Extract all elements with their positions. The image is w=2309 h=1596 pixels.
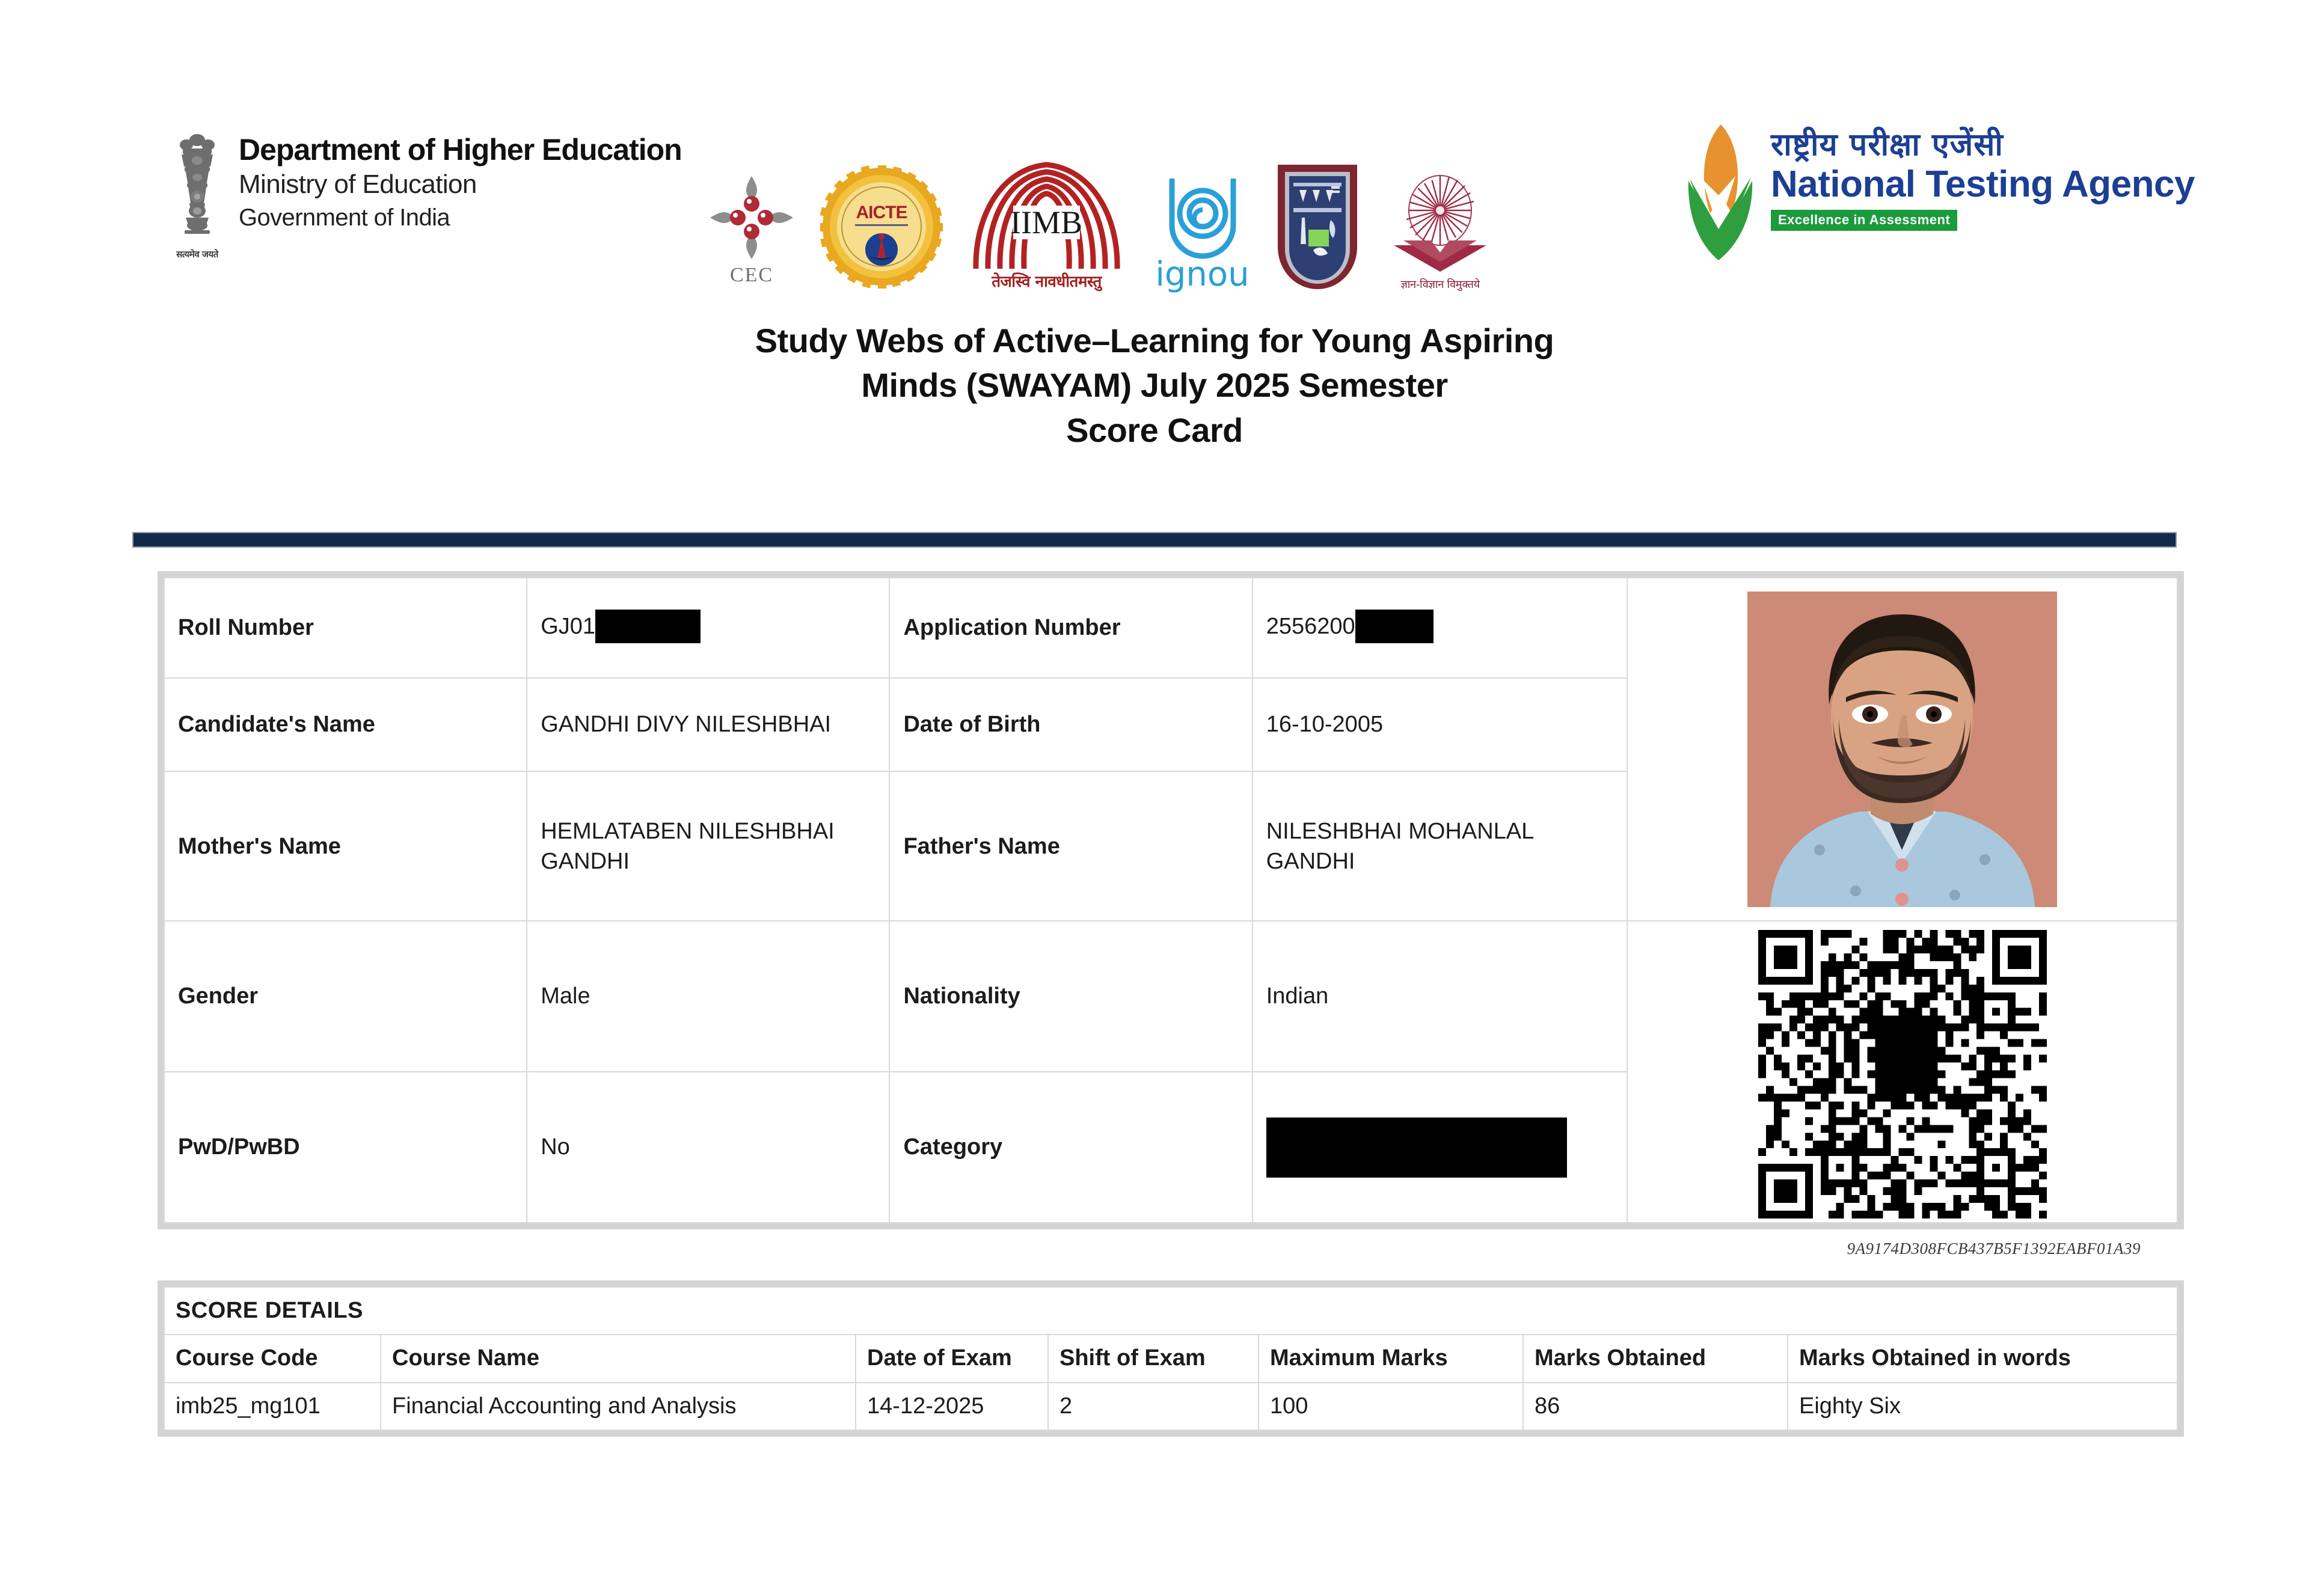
candidate-photo-cell	[1627, 578, 2177, 921]
column-header-shift-of-exam: Shift of Exam	[1048, 1335, 1259, 1382]
ignou-logo	[1150, 170, 1255, 292]
cell-marks-in-words: Eighty Six	[1788, 1383, 2177, 1430]
candidate-name-label: Candidate's Name	[164, 678, 527, 772]
header-logo-strip	[0, 117, 2309, 301]
column-header-marks-in-words: Marks Obtained in words	[1788, 1335, 2177, 1382]
partner-logos	[704, 117, 1500, 292]
candidate-photo	[1747, 592, 2057, 907]
nta-english-title: National Testing Agency	[1770, 164, 2195, 206]
cec-logo-label: CEC	[729, 264, 774, 286]
title-line-2: Minds (SWAYAM) July 2025 Semester	[861, 366, 1448, 405]
qr-code-cell	[1627, 921, 2177, 1223]
table-row	[164, 1383, 2177, 1430]
column-header-course-name: Course Name	[381, 1335, 856, 1382]
page-title	[0, 319, 2309, 453]
nationality-label: Nationality	[889, 921, 1252, 1072]
cell-date-of-exam: 14-12-2025	[856, 1383, 1048, 1430]
roll-number-label: Roll Number	[164, 578, 527, 678]
university-crest-logo	[1275, 162, 1360, 292]
father-name-label: Father's Name	[889, 771, 1252, 921]
date-of-birth-label: Date of Birth	[889, 678, 1252, 772]
verification-hash: 9A9174D308FCB437B5F1392EABF01A39	[1847, 1240, 2141, 1258]
dept-line-3: Government of India	[239, 204, 450, 231]
candidate-name-value: GANDHI DIVY NILESHBHAI	[527, 678, 889, 772]
table-row	[164, 578, 2177, 678]
score-details-table	[158, 1280, 2184, 1437]
title-line-3: Score Card	[1066, 411, 1243, 449]
ignou-logo-label: ignou	[1155, 255, 1250, 294]
application-number-text: 2556200	[1266, 614, 1355, 640]
title-line-1: Study Webs of Active–Learning for Young Aspiring	[755, 322, 1554, 359]
redaction-bar	[595, 610, 701, 643]
ashoka-emblem-icon	[171, 129, 223, 268]
dept-line-2: Ministry of Education	[239, 170, 477, 199]
department-of-higher-education-logo	[171, 129, 682, 268]
cell-course-name: Financial Accounting and Analysis	[381, 1383, 856, 1430]
verification-hash-row	[1550, 1240, 2151, 1258]
score-header-row	[164, 1335, 2177, 1382]
pwd-label: PwD/PwBD	[164, 1072, 527, 1223]
candidate-details-table	[158, 571, 2184, 1229]
svg-text:IIMB: IIMB	[1010, 204, 1082, 240]
gender-label: Gender	[164, 921, 527, 1072]
date-of-birth-value: 16-10-2005	[1253, 678, 1627, 772]
dept-line-1: Department of Higher Education	[239, 133, 682, 167]
score-details-heading: SCORE DETAILS	[164, 1287, 2177, 1335]
svg-text:AICTE: AICTE	[856, 203, 907, 222]
column-header-marks-obtained: Marks Obtained	[1523, 1335, 1788, 1382]
redaction-bar	[1355, 610, 1434, 643]
nationality-value: Indian	[1253, 921, 1627, 1072]
application-number-value	[1253, 578, 1627, 678]
qr-code	[1758, 930, 2047, 1218]
pwd-value: No	[527, 1072, 889, 1223]
roll-number-value	[527, 578, 889, 678]
ugc-logo	[1380, 173, 1500, 292]
category-value	[1253, 1072, 1627, 1223]
mother-name-value: HEMLATABEN NILESHBHAI GANDHI	[527, 771, 889, 921]
mother-name-label: Mother's Name	[164, 771, 527, 921]
gender-value: Male	[527, 921, 889, 1072]
cell-shift-of-exam: 2	[1048, 1383, 1259, 1430]
cell-course-code: imb25_mg101	[164, 1383, 381, 1430]
application-number-label: Application Number	[889, 578, 1252, 678]
aicte-logo	[820, 165, 943, 292]
nta-tagline: Excellence in Assessment	[1771, 210, 1957, 231]
ugc-motto-text: ज्ञान-विज्ञान विमुक्तये	[1400, 278, 1480, 291]
column-header-course-code: Course Code	[164, 1335, 381, 1382]
cec-logo	[704, 173, 800, 292]
redaction-bar	[1266, 1118, 1567, 1178]
score-section-title-row	[164, 1287, 2177, 1335]
column-header-date-of-exam: Date of Exam	[856, 1335, 1048, 1382]
nta-hindi-title: राष्ट्रीय परीक्षा एजेंसी	[1770, 127, 2004, 163]
iimb-logo	[964, 157, 1129, 292]
column-header-maximum-marks: Maximum Marks	[1259, 1335, 1523, 1382]
father-name-value: NILESHBHAI MOHANLAL GANDHI	[1253, 771, 1627, 921]
iimb-motto-text: तेजस्वि नावधीतमस्तु	[992, 273, 1102, 291]
roll-number-text: GJ01	[541, 614, 596, 640]
header-divider-bar	[132, 532, 2177, 548]
category-label: Category	[889, 1072, 1252, 1223]
table-row	[164, 921, 2177, 1072]
national-testing-agency-logo	[1684, 123, 2195, 261]
emblem-motto-text: सत्यमेव जयते	[176, 249, 218, 260]
cell-maximum-marks: 100	[1259, 1383, 1523, 1430]
cell-marks-obtained: 86	[1523, 1383, 1788, 1430]
